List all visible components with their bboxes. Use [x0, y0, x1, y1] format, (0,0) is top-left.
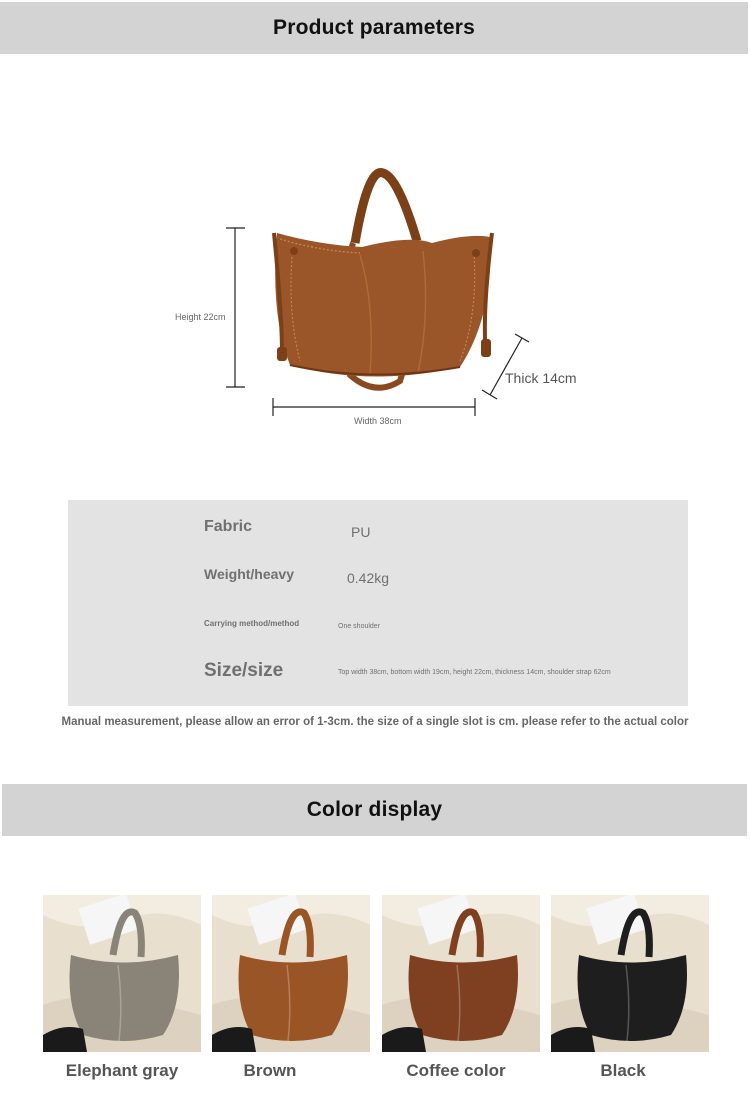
color-swatch-image[interactable]	[212, 895, 370, 1052]
bag-illustration	[170, 165, 590, 440]
size-value: Top width 38cm, bottom width 19cm, height 22cm, thickness 14cm, shoulder strap 62cm	[338, 669, 611, 676]
carrying-method-value: One shoulder	[338, 623, 381, 630]
height-dimension-label: Height 22cm	[175, 312, 226, 322]
color-swatch-image[interactable]	[43, 895, 201, 1052]
bag-dimension-figure	[170, 165, 590, 440]
carrying-method-label: Carrying method/method	[204, 619, 300, 628]
fabric-label: Fabric	[204, 518, 253, 535]
weight-value: 0.42kg	[347, 570, 390, 586]
size-label: Size/size	[204, 660, 284, 681]
color-swatch-label: Brown	[243, 1061, 297, 1080]
product-parameters-banner	[0, 2, 748, 54]
spec-table	[68, 500, 688, 706]
color-swatch-label: Coffee color	[406, 1061, 506, 1080]
measurement-note: Manual measurement, please allow an error of 1-3cm. the size of a single slot is cm. please refer to the actual color	[61, 716, 689, 728]
width-dimension-label: Width 38cm	[354, 416, 402, 426]
product-parameters-title: Product parameters	[272, 16, 475, 39]
weight-label: Weight/heavy	[204, 566, 294, 582]
fabric-value: PU	[351, 524, 371, 540]
color-swatch-image[interactable]	[382, 895, 540, 1052]
thick-dimension-label: Thick 14cm	[505, 370, 577, 386]
color-swatch-label: Elephant gray	[65, 1061, 179, 1080]
color-display-banner	[2, 784, 747, 836]
color-swatch-image[interactable]	[551, 895, 709, 1052]
color-display-title: Color display	[306, 798, 443, 821]
color-swatch-label: Black	[600, 1061, 646, 1080]
